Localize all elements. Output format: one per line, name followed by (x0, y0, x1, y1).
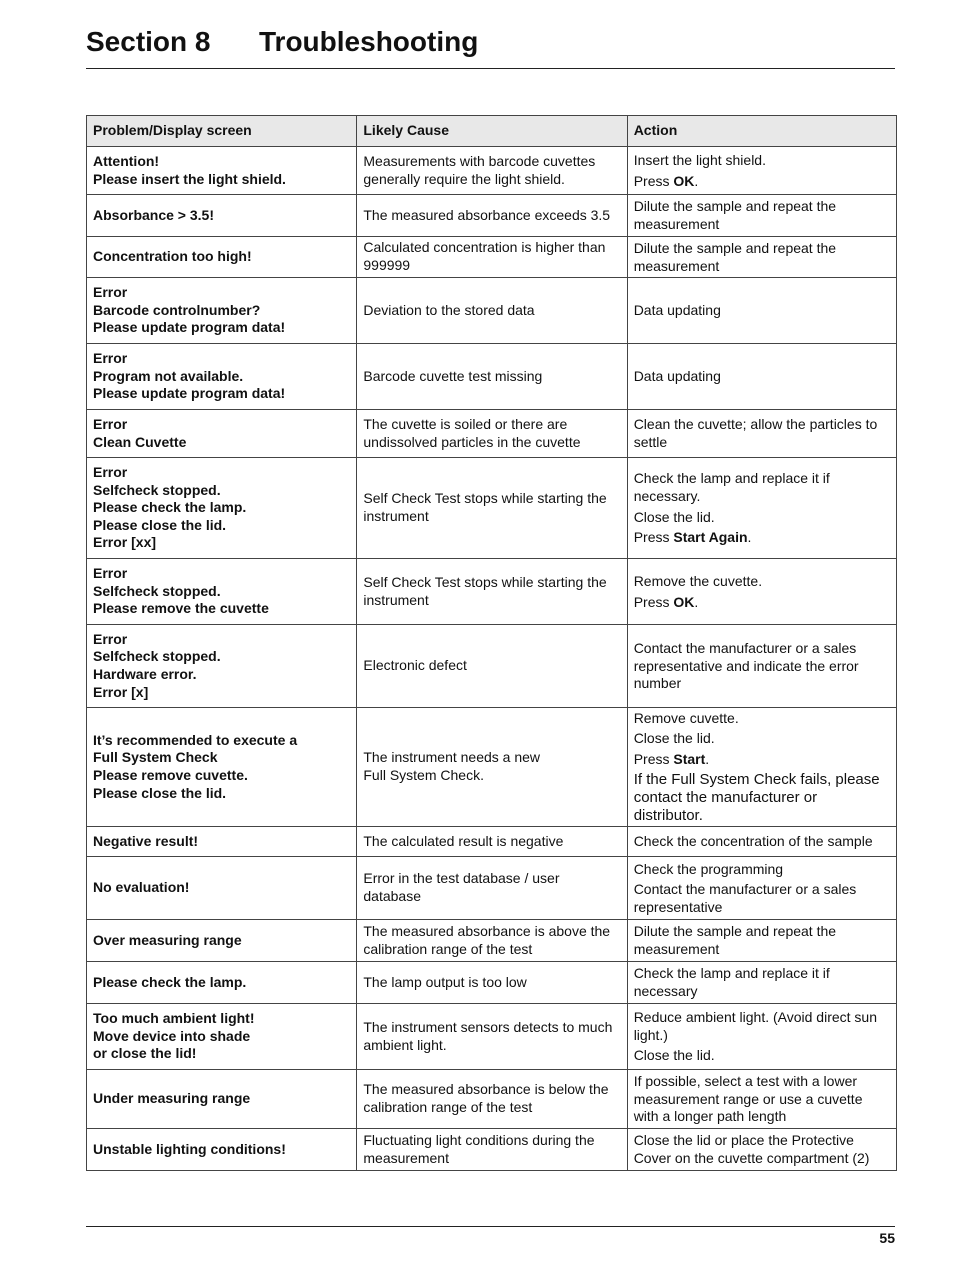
action-cell (627, 827, 896, 857)
action-text: . (747, 529, 752, 546)
cause-line: Fluctuating light conditions during the measurement (363, 1131, 595, 1166)
cause-cell (357, 1129, 627, 1171)
problem-line: Please remove cuvette. (93, 767, 248, 783)
problem-cell (87, 827, 357, 857)
problem-cell (87, 708, 357, 827)
problem-cell (87, 410, 357, 458)
cause-cell (357, 195, 627, 237)
problem-line: Error (93, 464, 128, 481)
action-cell (627, 458, 896, 559)
table-row (87, 962, 897, 1004)
action-cell (627, 857, 896, 920)
table-row (87, 278, 897, 344)
problem-line: Selfcheck stopped. (93, 481, 221, 498)
action-cell (627, 920, 896, 962)
problem-line: Please check the lamp. (93, 973, 247, 990)
cause-line: Measurements with barcode cuvettes generally require the light shield. (363, 152, 596, 187)
problem-line: Under measuring range (93, 1090, 251, 1107)
action-step (634, 1073, 890, 1126)
action-step (634, 861, 890, 879)
table-row (87, 237, 897, 278)
cause-line: Deviation to the stored data (363, 301, 535, 318)
action-step (634, 240, 890, 275)
action-step (634, 771, 890, 825)
action-cell (627, 195, 896, 237)
action-step (634, 573, 890, 591)
table-row (87, 857, 897, 920)
cause-line: The cuvette is soiled or there are undissolved particles in the cuvette (363, 415, 581, 450)
action-step (634, 881, 890, 916)
cause-cell (357, 962, 627, 1004)
cause-cell (357, 708, 627, 827)
cause-cell (357, 278, 627, 344)
action-step (634, 965, 890, 1000)
table-body (87, 147, 897, 1171)
problem-cell (87, 1129, 357, 1171)
problem-line: Selfcheck stopped. (93, 648, 221, 665)
problem-line: Full System Check (93, 749, 218, 766)
action-cell (627, 559, 896, 625)
action-text: Reduce ambient light. (Avoid direct sun light.) (633, 1009, 878, 1043)
action-text: Dilute the sample and repeat the measurement (633, 239, 837, 274)
action-step (634, 594, 890, 612)
table-row (87, 1070, 897, 1129)
action-cell (627, 147, 896, 195)
action-step (634, 302, 890, 320)
cause-cell (357, 458, 627, 559)
cause-line: Calculated concentration is higher than 999999 (363, 239, 606, 273)
action-cell (627, 410, 896, 458)
action-key-label: Start (673, 750, 706, 767)
action-text: Clean the cuvette; allow the particles to settle (633, 416, 878, 450)
action-step (634, 470, 890, 505)
problem-cell (87, 962, 357, 1004)
problem-cell (87, 625, 357, 708)
problem-line: Error (93, 350, 128, 367)
problem-line: Concentration too high! (93, 248, 252, 265)
action-text: Check the lamp and replace it if necessary. (633, 470, 830, 504)
page-number: 55 (879, 1230, 895, 1246)
cause-line: The instrument needs a new (363, 749, 541, 766)
problem-line: Error (93, 565, 128, 582)
action-text: Data updating (633, 368, 721, 385)
cause-cell (357, 625, 627, 708)
table-row (87, 344, 897, 410)
problem-line: Too much ambient light! (93, 1010, 255, 1027)
action-step (634, 416, 890, 451)
action-text: Close the lid. (633, 730, 715, 747)
problem-cell (87, 278, 357, 344)
problem-cell (87, 195, 357, 237)
problem-line: No evaluation! (93, 879, 190, 896)
action-step (634, 152, 890, 170)
column-header-problem: Problem/Display screen (87, 116, 357, 147)
troubleshooting-table (86, 115, 897, 1171)
cause-cell (357, 344, 627, 410)
cause-line: The calculated result is negative (363, 832, 564, 849)
cause-cell (357, 559, 627, 625)
action-cell (627, 625, 896, 708)
column-header-action: Action (627, 116, 896, 147)
problem-line: Selfcheck stopped. (93, 582, 221, 599)
action-step (634, 509, 890, 527)
problem-line: Absorbance > 3.5! (93, 206, 214, 223)
cause-cell (357, 920, 627, 962)
cause-line: Error in the test database / user database (363, 870, 560, 904)
cause-line: The measured absorbance is above the calibration range of the test (363, 922, 611, 957)
table-row (87, 625, 897, 708)
column-header-cause: Likely Cause (357, 116, 627, 147)
page-footer (86, 1226, 895, 1246)
problem-cell (87, 857, 357, 920)
problem-line: Please close the lid. (93, 516, 227, 533)
problem-line: Move device into shade (93, 1027, 251, 1044)
table-row (87, 827, 897, 857)
cause-cell (357, 857, 627, 920)
action-text: Contact the manufacturer or a sales representative (633, 881, 857, 915)
action-key-label: Start Again (673, 529, 748, 546)
section-title: Troubleshooting (259, 26, 479, 57)
problem-line: Please update program data! (93, 385, 286, 402)
problem-cell (87, 458, 357, 559)
problem-line: Error (93, 415, 128, 432)
problem-line: Error [x] (93, 683, 149, 700)
problem-line: Please check the lamp. (93, 499, 247, 516)
action-text: Check the lamp and replace it if necessary (633, 965, 830, 999)
action-text: If possible, select a test with a lower measurement range or use a cuvette with a longer path length (633, 1073, 863, 1125)
problem-line: Attention! (93, 152, 160, 169)
problem-cell (87, 920, 357, 962)
problem-line: Please close the lid. (93, 784, 227, 801)
table-header-row (87, 116, 897, 147)
cause-cell (357, 1004, 627, 1070)
problem-line: Please insert the light shield. (93, 170, 286, 187)
action-step (634, 730, 890, 748)
action-cell (627, 962, 896, 1004)
problem-line: or close the lid! (93, 1045, 197, 1062)
action-step (634, 368, 890, 386)
action-step (634, 1132, 890, 1167)
action-step (634, 640, 890, 693)
problem-cell (87, 1070, 357, 1129)
cause-line: The lamp output is too low (363, 973, 527, 990)
table-row (87, 559, 897, 625)
problem-line: Program not available. (93, 367, 244, 384)
problem-cell (87, 147, 357, 195)
problem-line: Hardware error. (93, 666, 197, 682)
cause-line: Full System Check. (363, 767, 484, 783)
cause-cell (357, 237, 627, 278)
action-text: Close the lid or place the Protective Cover on the cuvette compartment (2) (633, 1132, 870, 1166)
problem-line: Negative result! (93, 832, 199, 849)
table-row (87, 920, 897, 962)
table-row (87, 147, 897, 195)
action-text: Remove cuvette. (633, 709, 739, 726)
action-text: Check the programming (633, 860, 784, 877)
section-number: Section 8 (86, 26, 211, 57)
table-row (87, 708, 897, 827)
action-step (634, 751, 890, 769)
action-text: Insert the light shield. (633, 151, 766, 168)
problem-line: Over measuring range (93, 931, 242, 948)
action-text: Press (633, 750, 674, 767)
action-text: . (694, 172, 699, 189)
action-step (634, 710, 890, 728)
problem-cell (87, 1004, 357, 1070)
action-cell (627, 708, 896, 827)
table-row (87, 195, 897, 237)
cause-line: Self Check Test stops while starting the instrument (363, 490, 607, 524)
action-cell (627, 1004, 896, 1070)
action-text: Dilute the sample and repeat the measurement (633, 923, 837, 957)
cause-cell (357, 147, 627, 195)
problem-line: Please update program data! (93, 319, 286, 336)
action-text: Press (633, 593, 674, 610)
problem-line: Error (93, 630, 128, 647)
action-step (634, 923, 890, 958)
problem-line: Error (93, 284, 128, 301)
table-row (87, 1129, 897, 1171)
action-text: If the Full System Check fails, please contact the manufacturer or distributor. (633, 771, 880, 825)
cause-line: The measured absorbance is below the calibration range of the test (363, 1081, 609, 1115)
problem-cell (87, 237, 357, 278)
cause-cell (357, 827, 627, 857)
action-step (634, 1047, 890, 1065)
action-step (634, 833, 890, 851)
action-step (634, 198, 890, 233)
problem-cell (87, 559, 357, 625)
problem-line: It’s recommended to execute a (93, 731, 298, 748)
action-key-label: OK (673, 593, 695, 610)
action-cell (627, 237, 896, 278)
problem-cell (87, 344, 357, 410)
action-step (634, 1009, 890, 1044)
cause-line: Self Check Test stops while starting the instrument (363, 573, 607, 608)
action-cell (627, 278, 896, 344)
cause-line: The instrument sensors detects to much ambient light. (363, 1018, 613, 1053)
action-text: Close the lid. (633, 508, 715, 525)
table-row (87, 458, 897, 559)
cause-cell (357, 410, 627, 458)
action-step (634, 529, 890, 547)
action-text: Contact the manufacturer or a sales representative and indicate the error number (633, 640, 859, 692)
action-text: . (694, 593, 699, 610)
cause-cell (357, 1070, 627, 1129)
cause-line: Barcode cuvette test missing (363, 367, 543, 384)
table-row (87, 1004, 897, 1070)
action-cell (627, 344, 896, 410)
action-text: Press (633, 172, 674, 189)
action-text: Remove the cuvette. (633, 572, 763, 589)
action-text: Check the concentration of the sample (633, 833, 873, 850)
action-key-label: OK (673, 172, 695, 189)
problem-line: Unstable lighting conditions! (93, 1140, 286, 1157)
problem-line: Barcode controlnumber? (93, 301, 261, 318)
action-cell (627, 1070, 896, 1129)
action-cell (627, 1129, 896, 1171)
action-step (634, 173, 890, 191)
cause-line: The measured absorbance exceeds 3.5 (363, 206, 611, 223)
action-text: . (705, 750, 710, 767)
problem-line: Please remove the cuvette (93, 600, 269, 617)
action-text: Close the lid. (633, 1047, 715, 1064)
action-text: Dilute the sample and repeat the measurement (633, 198, 837, 232)
table-row (87, 410, 897, 458)
page-header (86, 22, 895, 69)
action-text: Press (633, 529, 674, 546)
problem-line: Error [xx] (93, 534, 157, 551)
problem-line: Clean Cuvette (93, 433, 187, 450)
action-text: Data updating (633, 302, 721, 319)
cause-line: Electronic defect (363, 657, 467, 674)
